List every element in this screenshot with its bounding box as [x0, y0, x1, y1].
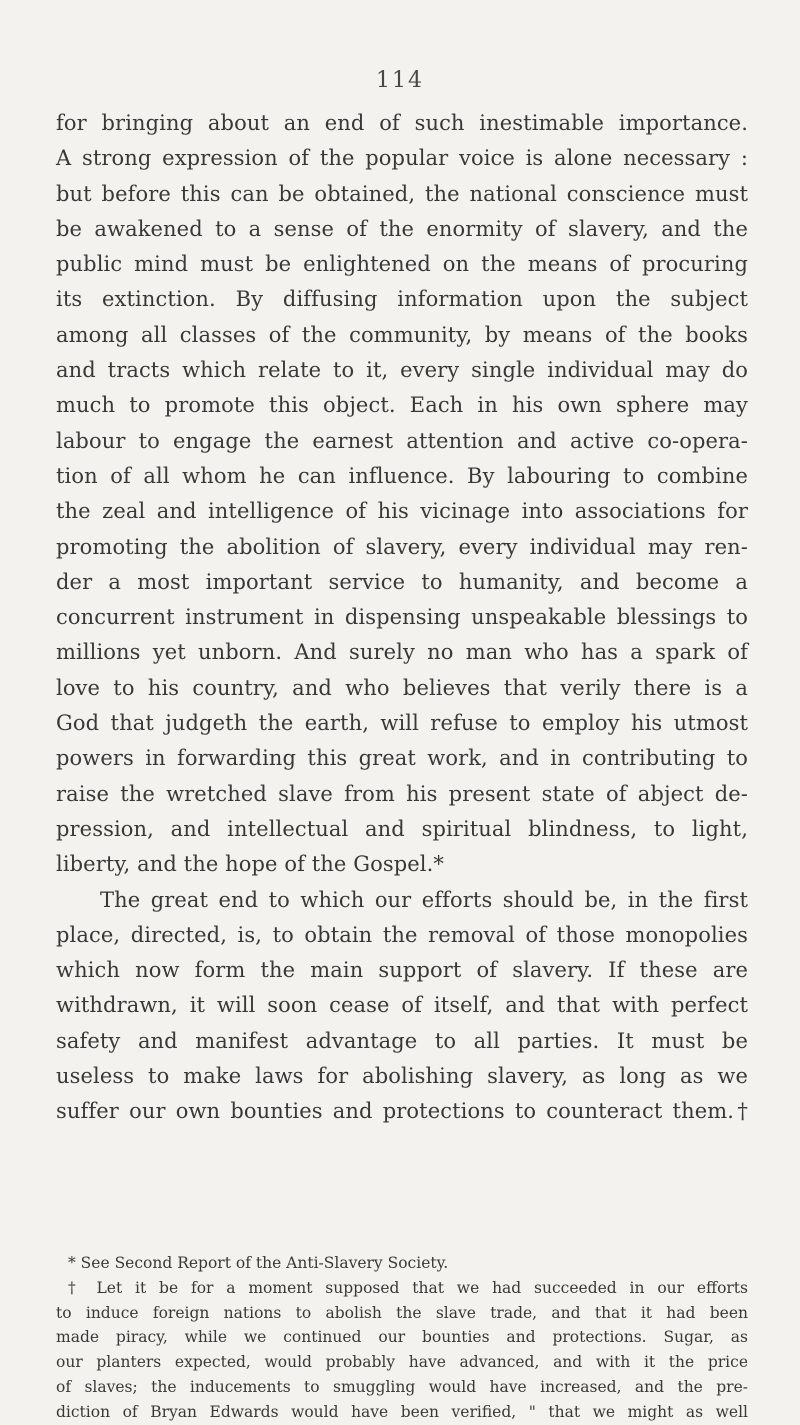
- text-line: be awakened to a sense of the enormity of slavery, and the: [56, 216, 748, 241]
- text-line: raise the wretched slave from his present state of abject de-: [56, 781, 748, 806]
- footnote-line: † Let it be for a moment supposed that we had succeeded in our efforts: [68, 1278, 748, 1297]
- footnote-line: made piracy, while we continued our bounties and protections. Sugar, as: [56, 1328, 748, 1347]
- text-line: the zeal and intelligence of his vicinage into associations for: [56, 499, 748, 524]
- text-line: safety and manifest advantage to all parties. It must be: [56, 1028, 748, 1053]
- text-line: which now form the main support of slavery. If these are: [56, 958, 748, 983]
- page-number: 114: [376, 68, 424, 93]
- text-line: millions yet unborn. And surely no man who has a spark of: [56, 640, 748, 665]
- footnotes: [56, 1251, 748, 1425]
- text-line: suffer our own bounties and protections to counteract them.†: [56, 1099, 748, 1124]
- text-line: concurrent instrument in dispensing unspeakable blessings to: [56, 605, 748, 630]
- text-line: The great end to which our efforts should be, in the first: [100, 887, 748, 912]
- text-line: public mind must be enlightened on the means of procuring: [56, 252, 748, 277]
- text-line: A strong expression of the popular voice is alone necessary :: [56, 146, 748, 171]
- text-line: and tracts which relate to it, every single individual may do: [56, 358, 748, 383]
- text-line: powers in forwarding this great work, and in contributing to: [56, 746, 748, 771]
- footnote-line: our planters expected, would probably have advanced, and with it the price: [56, 1353, 748, 1372]
- footnote-line: diction of Bryan Edwards would have been verified, " that we might as well: [56, 1402, 748, 1421]
- text-line: love to his country, and who believes that verily there is a: [56, 675, 748, 700]
- text-line: but before this can be obtained, the national conscience must: [56, 181, 748, 206]
- footnote-line: to induce foreign nations to abolish the slave trade, and that it had been: [56, 1303, 748, 1322]
- text-line: tion of all whom he can influence. By labouring to combine: [56, 463, 748, 488]
- text-line: der a most important service to humanity, and become a: [56, 569, 748, 594]
- text-line: useless to make laws for abolishing slavery, as long as we: [56, 1064, 748, 1089]
- text-line: its extinction. By diffusing information upon the subject: [56, 287, 748, 312]
- text-line: withdrawn, it will soon cease of itself, and that with perfect: [56, 993, 748, 1018]
- footnote-line: of slaves; the inducements to smuggling would have increased, and the pre-: [56, 1377, 748, 1396]
- text-line: labour to engage the earnest attention and active co-opera-: [56, 428, 748, 453]
- text-line: among all classes of the community, by means of the books: [56, 322, 748, 347]
- text-line: place, directed, is, to obtain the removal of those monopolies: [56, 922, 748, 947]
- body-text: [56, 106, 748, 1130]
- text-line: God that judgeth the earth, will refuse to employ his utmost: [56, 711, 748, 736]
- text-line: pression, and intellectual and spiritual blindness, to light,: [56, 816, 748, 841]
- text-line: much to promote this object. Each in his own sphere may: [56, 393, 748, 418]
- text-line: liberty, and the hope of the Gospel.*: [56, 852, 444, 877]
- footnote-line: * See Second Report of the Anti-Slavery Society.: [68, 1254, 449, 1272]
- text-line: for bringing about an end of such inestimable importance.: [56, 111, 748, 135]
- text-line: promoting the abolition of slavery, every individual may ren-: [56, 534, 748, 559]
